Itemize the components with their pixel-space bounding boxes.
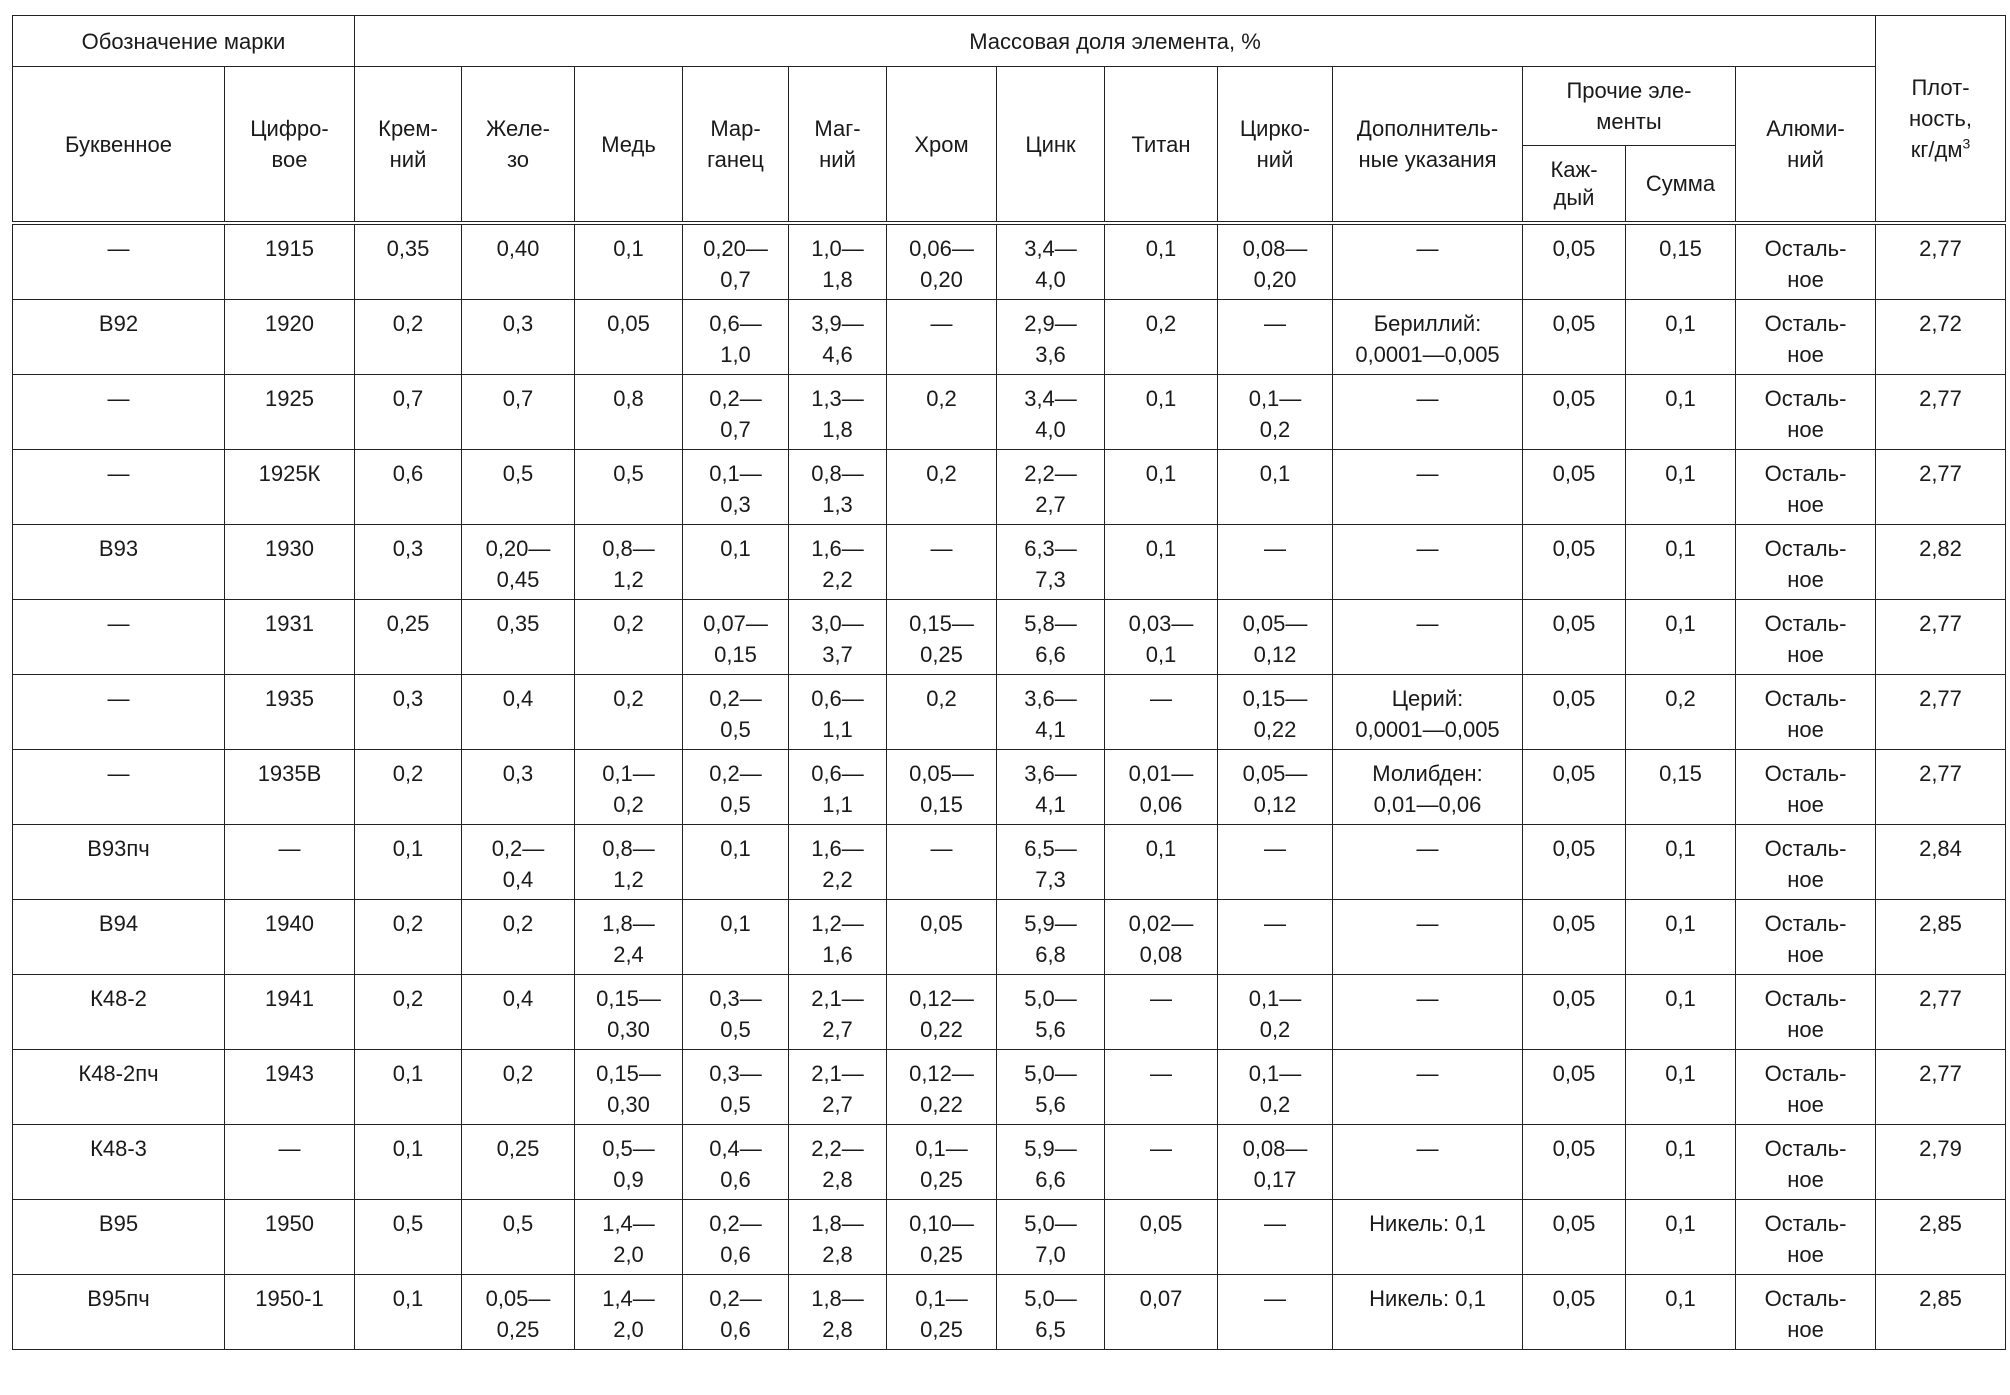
cell-silicon: 0,2	[355, 900, 462, 975]
cell-copper: 0,1— 0,2	[575, 750, 683, 825]
cell-aluminum: Осталь- ное	[1736, 1050, 1876, 1125]
cell-density: 2,77	[1876, 450, 2006, 525]
cell-letter: —	[13, 600, 225, 675]
table-row	[13, 750, 2006, 825]
cell-digital: —	[225, 1125, 355, 1200]
cell-other-sum: 0,1	[1626, 825, 1736, 900]
cell-density: 2,77	[1876, 1050, 2006, 1125]
cell-letter: В93	[13, 525, 225, 600]
cell-copper: 0,05	[575, 300, 683, 375]
cell-digital: 1935В	[225, 750, 355, 825]
other-sum-header: Сумма	[1626, 146, 1736, 224]
cell-zinc: 3,4— 4,0	[997, 223, 1105, 300]
cell-copper: 0,2	[575, 600, 683, 675]
element-header-copper: Медь	[575, 67, 683, 224]
cell-letter: —	[13, 675, 225, 750]
aluminum-header: Алюми- ний	[1736, 67, 1876, 224]
cell-chromium: 0,2	[887, 375, 997, 450]
element-header-zirconium: Цирко- ний	[1218, 67, 1333, 224]
cell-iron: 0,2	[462, 1050, 575, 1125]
table-row	[13, 600, 2006, 675]
cell-iron: 0,2— 0,4	[462, 825, 575, 900]
cell-density: 2,77	[1876, 600, 2006, 675]
table-row	[13, 300, 2006, 375]
cell-zinc: 3,4— 4,0	[997, 375, 1105, 450]
other-elements-header: Прочие эле- менты	[1523, 67, 1736, 146]
cell-titanium: —	[1105, 1050, 1218, 1125]
cell-zirconium: —	[1218, 300, 1333, 375]
cell-digital: 1931	[225, 600, 355, 675]
cell-letter: К48-3	[13, 1125, 225, 1200]
cell-additional: Никель: 0,1	[1333, 1275, 1523, 1350]
cell-copper: 0,8	[575, 375, 683, 450]
cell-other-each: 0,05	[1523, 1275, 1626, 1350]
cell-magnesium: 2,2— 2,8	[789, 1125, 887, 1200]
cell-chromium: 0,15— 0,25	[887, 600, 997, 675]
cell-titanium: 0,1	[1105, 375, 1218, 450]
table-header	[13, 16, 2006, 224]
cell-digital: 1930	[225, 525, 355, 600]
cell-other-each: 0,05	[1523, 223, 1626, 300]
cell-letter: —	[13, 375, 225, 450]
cell-chromium: 0,1— 0,25	[887, 1275, 997, 1350]
cell-chromium: 0,2	[887, 675, 997, 750]
cell-density: 2,85	[1876, 1275, 2006, 1350]
table-row	[13, 525, 2006, 600]
cell-copper: 1,8— 2,4	[575, 900, 683, 975]
cell-iron: 0,3	[462, 750, 575, 825]
cell-digital: 1943	[225, 1050, 355, 1125]
cell-copper: 0,15— 0,30	[575, 975, 683, 1050]
cell-additional: —	[1333, 1050, 1523, 1125]
other-each-header: Каж- дый	[1523, 146, 1626, 224]
cell-magnesium: 1,6— 2,2	[789, 825, 887, 900]
cell-letter: К48-2	[13, 975, 225, 1050]
cell-aluminum: Осталь- ное	[1736, 300, 1876, 375]
table-row	[13, 1200, 2006, 1275]
cell-other-sum: 0,1	[1626, 975, 1736, 1050]
cell-other-sum: 0,1	[1626, 450, 1736, 525]
cell-letter: В93пч	[13, 825, 225, 900]
cell-additional: —	[1333, 600, 1523, 675]
cell-digital: 1915	[225, 223, 355, 300]
cell-aluminum: Осталь- ное	[1736, 750, 1876, 825]
cell-aluminum: Осталь- ное	[1736, 825, 1876, 900]
cell-other-sum: 0,1	[1626, 900, 1736, 975]
cell-zirconium: 0,1— 0,2	[1218, 375, 1333, 450]
cell-iron: 0,05— 0,25	[462, 1275, 575, 1350]
cell-other-each: 0,05	[1523, 1050, 1626, 1125]
marking-header: Обозначение марки	[13, 16, 355, 67]
cell-iron: 0,40	[462, 223, 575, 300]
cell-iron: 0,2	[462, 900, 575, 975]
element-header-manganese: Мар- ганец	[683, 67, 789, 224]
cell-silicon: 0,2	[355, 300, 462, 375]
cell-digital: 1920	[225, 300, 355, 375]
table-row	[13, 825, 2006, 900]
cell-zirconium: 0,15— 0,22	[1218, 675, 1333, 750]
cell-silicon: 0,35	[355, 223, 462, 300]
cell-copper: 1,4— 2,0	[575, 1200, 683, 1275]
cell-manganese: 0,2— 0,5	[683, 750, 789, 825]
cell-other-sum: 0,1	[1626, 525, 1736, 600]
density-header	[1876, 16, 2006, 224]
cell-zinc: 6,3— 7,3	[997, 525, 1105, 600]
cell-manganese: 0,6— 1,0	[683, 300, 789, 375]
cell-zirconium: —	[1218, 1275, 1333, 1350]
cell-letter: В94	[13, 900, 225, 975]
element-header-chromium: Хром	[887, 67, 997, 224]
mass-fraction-header: Массовая доля элемента, %	[355, 16, 1876, 67]
table-row	[13, 1050, 2006, 1125]
cell-magnesium: 1,0— 1,8	[789, 223, 887, 300]
cell-zirconium: 0,08— 0,20	[1218, 223, 1333, 300]
cell-copper: 0,15— 0,30	[575, 1050, 683, 1125]
cell-other-each: 0,05	[1523, 750, 1626, 825]
cell-digital: 1925К	[225, 450, 355, 525]
cell-zinc: 6,5— 7,3	[997, 825, 1105, 900]
cell-aluminum: Осталь- ное	[1736, 1125, 1876, 1200]
cell-silicon: 0,2	[355, 975, 462, 1050]
cell-magnesium: 2,1— 2,7	[789, 1050, 887, 1125]
cell-titanium: 0,03— 0,1	[1105, 600, 1218, 675]
cell-zirconium: —	[1218, 525, 1333, 600]
cell-iron: 0,7	[462, 375, 575, 450]
cell-density: 2,77	[1876, 223, 2006, 300]
cell-chromium: 0,1— 0,25	[887, 1125, 997, 1200]
cell-zinc: 2,9— 3,6	[997, 300, 1105, 375]
cell-additional: —	[1333, 223, 1523, 300]
cell-other-each: 0,05	[1523, 675, 1626, 750]
cell-other-sum: 0,1	[1626, 600, 1736, 675]
element-header-magnesium: Маг- ний	[789, 67, 887, 224]
cell-titanium: 0,05	[1105, 1200, 1218, 1275]
cell-other-each: 0,05	[1523, 825, 1626, 900]
cell-chromium: —	[887, 825, 997, 900]
cell-silicon: 0,7	[355, 375, 462, 450]
cell-other-each: 0,05	[1523, 1200, 1626, 1275]
cell-iron: 0,4	[462, 975, 575, 1050]
table-row	[13, 675, 2006, 750]
cell-chromium: —	[887, 300, 997, 375]
cell-other-each: 0,05	[1523, 450, 1626, 525]
cell-aluminum: Осталь- ное	[1736, 450, 1876, 525]
cell-copper: 0,5	[575, 450, 683, 525]
cell-zinc: 3,6— 4,1	[997, 750, 1105, 825]
table-body	[13, 223, 2006, 1350]
cell-iron: 0,5	[462, 1200, 575, 1275]
cell-iron: 0,20— 0,45	[462, 525, 575, 600]
cell-chromium: 0,12— 0,22	[887, 975, 997, 1050]
cell-density: 2,79	[1876, 1125, 2006, 1200]
cell-copper: 0,2	[575, 675, 683, 750]
cell-digital: 1925	[225, 375, 355, 450]
cell-iron: 0,3	[462, 300, 575, 375]
cell-titanium: 0,1	[1105, 223, 1218, 300]
cell-density: 2,77	[1876, 675, 2006, 750]
cell-silicon: 0,1	[355, 1275, 462, 1350]
cell-additional: —	[1333, 975, 1523, 1050]
cell-density: 2,84	[1876, 825, 2006, 900]
alloy-composition-table-wrapper	[12, 15, 2006, 1350]
cell-chromium: 0,05	[887, 900, 997, 975]
cell-copper: 0,8— 1,2	[575, 825, 683, 900]
cell-iron: 0,4	[462, 675, 575, 750]
cell-titanium: —	[1105, 975, 1218, 1050]
cell-other-each: 0,05	[1523, 600, 1626, 675]
cell-silicon: 0,1	[355, 825, 462, 900]
element-header-additional: Дополнитель- ные указания	[1333, 67, 1523, 224]
cell-magnesium: 1,2— 1,6	[789, 900, 887, 975]
cell-zinc: 5,8— 6,6	[997, 600, 1105, 675]
table-row	[13, 975, 2006, 1050]
cell-zirconium: —	[1218, 1200, 1333, 1275]
cell-additional: —	[1333, 825, 1523, 900]
cell-density: 2,72	[1876, 300, 2006, 375]
cell-aluminum: Осталь- ное	[1736, 975, 1876, 1050]
cell-other-sum: 0,1	[1626, 1200, 1736, 1275]
density-unit-sup: 3	[1962, 135, 1971, 152]
cell-density: 2,77	[1876, 375, 2006, 450]
cell-copper: 0,1	[575, 223, 683, 300]
cell-silicon: 0,25	[355, 600, 462, 675]
cell-magnesium: 2,1— 2,7	[789, 975, 887, 1050]
cell-other-sum: 0,1	[1626, 1275, 1736, 1350]
cell-silicon: 0,6	[355, 450, 462, 525]
cell-other-each: 0,05	[1523, 300, 1626, 375]
cell-letter: В95	[13, 1200, 225, 1275]
cell-magnesium: 0,6— 1,1	[789, 675, 887, 750]
cell-titanium: 0,1	[1105, 825, 1218, 900]
cell-other-sum: 0,1	[1626, 1125, 1736, 1200]
cell-silicon: 0,1	[355, 1125, 462, 1200]
cell-density: 2,77	[1876, 750, 2006, 825]
cell-other-each: 0,05	[1523, 375, 1626, 450]
cell-other-each: 0,05	[1523, 900, 1626, 975]
cell-letter: —	[13, 223, 225, 300]
cell-density: 2,77	[1876, 975, 2006, 1050]
cell-titanium: —	[1105, 675, 1218, 750]
cell-chromium: —	[887, 525, 997, 600]
cell-iron: 0,25	[462, 1125, 575, 1200]
table-row	[13, 900, 2006, 975]
cell-zirconium: 0,08— 0,17	[1218, 1125, 1333, 1200]
cell-magnesium: 1,8— 2,8	[789, 1200, 887, 1275]
element-header-iron: Желе- зо	[462, 67, 575, 224]
cell-aluminum: Осталь- ное	[1736, 223, 1876, 300]
cell-manganese: 0,20— 0,7	[683, 223, 789, 300]
table-row	[13, 1125, 2006, 1200]
cell-titanium: 0,01— 0,06	[1105, 750, 1218, 825]
cell-additional: Молибден: 0,01—0,06	[1333, 750, 1523, 825]
cell-letter: —	[13, 450, 225, 525]
table-row	[13, 1275, 2006, 1350]
cell-zirconium: 0,1	[1218, 450, 1333, 525]
cell-zinc: 5,9— 6,8	[997, 900, 1105, 975]
cell-zirconium: 0,1— 0,2	[1218, 1050, 1333, 1125]
cell-silicon: 0,3	[355, 675, 462, 750]
cell-manganese: 0,1	[683, 825, 789, 900]
cell-titanium: —	[1105, 1125, 1218, 1200]
element-header-silicon: Крем- ний	[355, 67, 462, 224]
element-header-zinc: Цинк	[997, 67, 1105, 224]
cell-aluminum: Осталь- ное	[1736, 525, 1876, 600]
cell-zinc: 5,0— 7,0	[997, 1200, 1105, 1275]
cell-titanium: 0,02— 0,08	[1105, 900, 1218, 975]
cell-additional: —	[1333, 900, 1523, 975]
cell-silicon: 0,5	[355, 1200, 462, 1275]
density-label: Плот- ность, кг/дм	[1908, 75, 1973, 162]
cell-silicon: 0,1	[355, 1050, 462, 1125]
cell-manganese: 0,4— 0,6	[683, 1125, 789, 1200]
cell-aluminum: Осталь- ное	[1736, 1275, 1876, 1350]
letter-header: Буквенное	[13, 67, 225, 224]
cell-additional: Церий: 0,0001—0,005	[1333, 675, 1523, 750]
cell-other-sum: 0,1	[1626, 1050, 1736, 1125]
cell-additional: —	[1333, 450, 1523, 525]
cell-manganese: 0,2— 0,6	[683, 1200, 789, 1275]
cell-additional: Никель: 0,1	[1333, 1200, 1523, 1275]
cell-chromium: 0,06— 0,20	[887, 223, 997, 300]
cell-letter: —	[13, 750, 225, 825]
cell-other-each: 0,05	[1523, 1125, 1626, 1200]
cell-digital: 1950	[225, 1200, 355, 1275]
cell-zirconium: —	[1218, 825, 1333, 900]
cell-digital: 1950-1	[225, 1275, 355, 1350]
cell-zinc: 5,0— 6,5	[997, 1275, 1105, 1350]
cell-aluminum: Осталь- ное	[1736, 375, 1876, 450]
cell-digital: 1935	[225, 675, 355, 750]
cell-letter: В95пч	[13, 1275, 225, 1350]
cell-magnesium: 1,6— 2,2	[789, 525, 887, 600]
cell-zinc: 5,0— 5,6	[997, 1050, 1105, 1125]
cell-other-each: 0,05	[1523, 525, 1626, 600]
cell-density: 2,85	[1876, 900, 2006, 975]
cell-manganese: 0,1	[683, 525, 789, 600]
cell-manganese: 0,1	[683, 900, 789, 975]
cell-manganese: 0,3— 0,5	[683, 975, 789, 1050]
cell-digital: —	[225, 825, 355, 900]
cell-titanium: 0,2	[1105, 300, 1218, 375]
cell-manganese: 0,1— 0,3	[683, 450, 789, 525]
table-row	[13, 375, 2006, 450]
alloy-composition-table	[12, 15, 2006, 1350]
cell-zirconium: 0,1— 0,2	[1218, 975, 1333, 1050]
cell-zinc: 2,2— 2,7	[997, 450, 1105, 525]
cell-aluminum: Осталь- ное	[1736, 675, 1876, 750]
cell-other-sum: 0,15	[1626, 750, 1736, 825]
cell-additional: —	[1333, 525, 1523, 600]
cell-additional: —	[1333, 1125, 1523, 1200]
digital-header: Цифро- вое	[225, 67, 355, 224]
cell-silicon: 0,2	[355, 750, 462, 825]
cell-additional: Бериллий: 0,0001—0,005	[1333, 300, 1523, 375]
cell-other-sum: 0,1	[1626, 375, 1736, 450]
cell-manganese: 0,2— 0,7	[683, 375, 789, 450]
cell-other-sum: 0,2	[1626, 675, 1736, 750]
cell-iron: 0,35	[462, 600, 575, 675]
element-header-titanium: Титан	[1105, 67, 1218, 224]
cell-copper: 1,4— 2,0	[575, 1275, 683, 1350]
cell-manganese: 0,07— 0,15	[683, 600, 789, 675]
cell-manganese: 0,2— 0,6	[683, 1275, 789, 1350]
cell-chromium: 0,12— 0,22	[887, 1050, 997, 1125]
cell-other-sum: 0,15	[1626, 223, 1736, 300]
cell-zinc: 5,0— 5,6	[997, 975, 1105, 1050]
cell-copper: 0,8— 1,2	[575, 525, 683, 600]
cell-titanium: 0,07	[1105, 1275, 1218, 1350]
table-row	[13, 223, 2006, 300]
cell-titanium: 0,1	[1105, 450, 1218, 525]
cell-zirconium: 0,05— 0,12	[1218, 600, 1333, 675]
cell-aluminum: Осталь- ное	[1736, 1200, 1876, 1275]
cell-chromium: 0,2	[887, 450, 997, 525]
cell-zinc: 3,6— 4,1	[997, 675, 1105, 750]
cell-density: 2,82	[1876, 525, 2006, 600]
cell-other-sum: 0,1	[1626, 300, 1736, 375]
cell-aluminum: Осталь- ное	[1736, 900, 1876, 975]
cell-chromium: 0,10— 0,25	[887, 1200, 997, 1275]
cell-manganese: 0,2— 0,5	[683, 675, 789, 750]
cell-magnesium: 0,6— 1,1	[789, 750, 887, 825]
table-row	[13, 450, 2006, 525]
cell-other-each: 0,05	[1523, 975, 1626, 1050]
cell-aluminum: Осталь- ное	[1736, 600, 1876, 675]
cell-magnesium: 3,0— 3,7	[789, 600, 887, 675]
cell-digital: 1941	[225, 975, 355, 1050]
cell-magnesium: 1,8— 2,8	[789, 1275, 887, 1350]
cell-density: 2,85	[1876, 1200, 2006, 1275]
cell-silicon: 0,3	[355, 525, 462, 600]
cell-zinc: 5,9— 6,6	[997, 1125, 1105, 1200]
cell-magnesium: 0,8— 1,3	[789, 450, 887, 525]
cell-digital: 1940	[225, 900, 355, 975]
cell-chromium: 0,05— 0,15	[887, 750, 997, 825]
cell-zirconium: 0,05— 0,12	[1218, 750, 1333, 825]
cell-additional: —	[1333, 375, 1523, 450]
cell-letter: В92	[13, 300, 225, 375]
cell-letter: К48-2пч	[13, 1050, 225, 1125]
cell-manganese: 0,3— 0,5	[683, 1050, 789, 1125]
cell-iron: 0,5	[462, 450, 575, 525]
cell-titanium: 0,1	[1105, 525, 1218, 600]
cell-magnesium: 3,9— 4,6	[789, 300, 887, 375]
cell-magnesium: 1,3— 1,8	[789, 375, 887, 450]
cell-zirconium: —	[1218, 900, 1333, 975]
cell-copper: 0,5— 0,9	[575, 1125, 683, 1200]
